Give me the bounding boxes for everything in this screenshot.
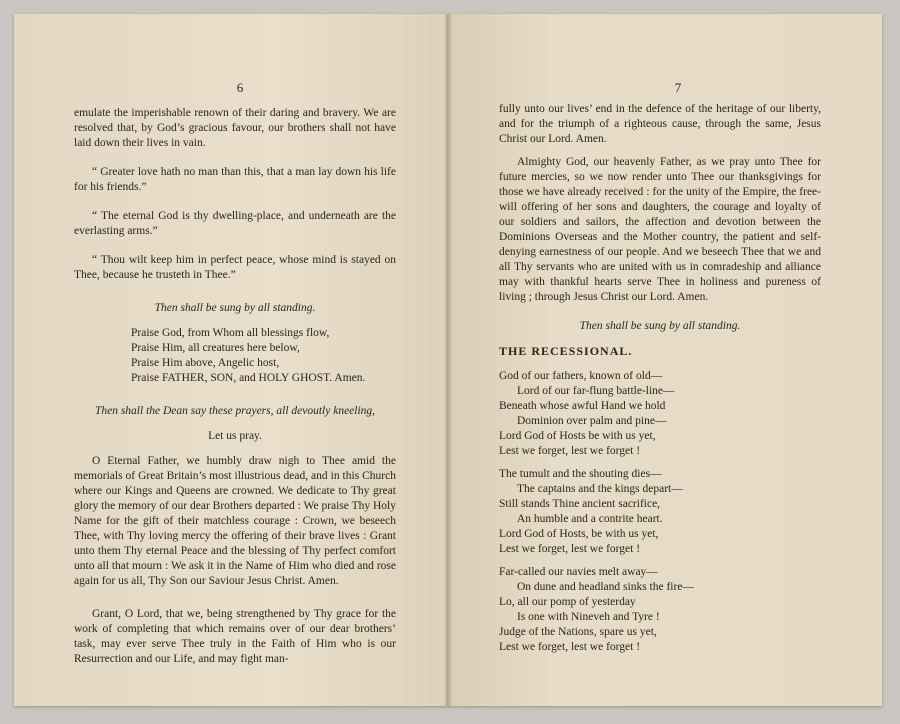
quote-greater-love: “ Greater love hath no man than this, that a man lay down his life for his friends.” [74, 166, 396, 193]
hymn-line: Lest we forget, lest we forget ! [499, 445, 641, 457]
hymn-line: An humble and a contrite heart. [517, 513, 663, 525]
prayer-almighty-god: Almighty God, our heavenly Father, as we pray unto Thee for future mercies, so we now render unto Thee our thanksgivings for those we have already received : for the unity of the Empire, the free-will offering of her sons and daughters, the courage and loyalty of our soldiers and sailors, the affection and devotion between the Dominions Overseas and the Mother country, the patient and self-denying earnestness of our people. And we beseech Thee that we and all Thy servants who are united with us in comradeship and alliance may with thankful hearts serve Thee in holiness and pureness of living ; through Jesus Christ our Lord. Amen. [499, 156, 821, 303]
doxology-line: Praise God, from Whom all blessings flow, [131, 327, 330, 339]
recessional-stanza-1 [499, 369, 821, 459]
hymn-line: Still stands Thine ancient sacrifice, [499, 498, 661, 510]
hymn-line: Is one with Nineveh and Tyre ! [517, 611, 660, 623]
hymn-line: Lest we forget, lest we forget ! [499, 543, 641, 555]
hymn-line: Beneath whose awful Hand we hold [499, 400, 666, 412]
recessional-stanza-3 [499, 565, 821, 655]
rubric-sung-standing-2: Then shall be sung by all standing. [579, 320, 741, 332]
recessional-title: THE RECESSIONAL. [499, 344, 633, 358]
paragraph-renown: emulate the imperishable renown of their daring and bravery. We are resolved that, by God’s gracious favour, our brothers shall not have laid down their lives in vain. [74, 107, 396, 149]
right-page [448, 14, 882, 706]
left-page-text [74, 106, 396, 667]
rubric-sung-standing: Then shall be sung by all standing. [154, 302, 316, 314]
hymn-line: Lo, all our pomp of yesterday [499, 596, 636, 608]
hymn-line: The tumult and the shouting dies— [499, 468, 662, 480]
hymn-line: Lord God of Hosts be with us yet, [499, 430, 656, 442]
hymn-line: Judge of the Nations, spare us yet, [499, 626, 657, 638]
page-number-7: 7 [674, 80, 682, 95]
hymn-line: Far-called our navies melt away— [499, 566, 658, 578]
hymn-line: Lord of our far-flung battle-line— [517, 385, 675, 397]
doxology-line: Praise Him, all creatures here below, [131, 342, 300, 354]
quote-eternal-god: “ The eternal God is thy dwelling-place, and underneath are the everlasting arms.” [74, 210, 396, 237]
let-us-pray: Let us pray. [208, 430, 262, 442]
rubric-dean-prayers: Then shall the Dean say these prayers, all devoutly kneeling, [94, 405, 376, 417]
paragraph-fully-unto: fully unto our lives’ end in the defence of the heritage of our liberty, and for the triumph of a righteous cause, through the same, Jesus Christ our Lord. Amen. [499, 103, 821, 145]
hymn-line: God of our fathers, known of old— [499, 370, 663, 382]
hymn-line: Lest we forget, lest we forget ! [499, 641, 641, 653]
doxology [74, 326, 396, 386]
prayer-eternal-father: O Eternal Father, we humbly draw nigh to Thee amid the memorials of Great Britain’s most illustrious dead, and in this Church where our Kings and Queens are crowned. We dedicate to Thy great glory the memory of our dear Brothers departed : We praise Thy Holy Name for the gift of their matchless courage : Crown, we beseech Thee, with Thy loving mercy the offering of their brave lives : Grant unto them Thy eternal Peace and the blessing of Thy perfect comfort unto all that mourn : We ask it in the Name of Him who died and rose again for us all, Thy Son our Saviour Jesus Christ. Amen. [74, 455, 396, 587]
hymn-line: On dune and headland sinks the fire— [517, 581, 694, 593]
right-page-text [499, 102, 821, 655]
recessional-stanza-2 [499, 467, 821, 557]
hymn-line: Dominion over palm and pine— [517, 415, 667, 427]
page-number-6: 6 [236, 80, 244, 95]
quote-perfect-peace: “ Thou wilt keep him in perfect peace, whose mind is stayed on Thee, because he trusteth in Thee.” [74, 254, 396, 281]
doxology-line: Praise Him above, Angelic host, [131, 357, 280, 369]
left-page [14, 14, 448, 706]
hymn-line: The captains and the kings depart— [517, 483, 683, 495]
doxology-line: Praise FATHER, SON, and HOLY GHOST. Amen. [131, 372, 366, 384]
binding-gutter [444, 14, 452, 706]
booklet-spread [14, 14, 882, 706]
prayer-grant-o-lord: Grant, O Lord, that we, being strengthened by Thy grace for the work of completing that which remains over of our dear brothers’ task, may ever serve Thee truly in the Faith of Him who is our Resurrection and our Life, and may fight man- [74, 608, 396, 665]
hymn-line: Lord God of Hosts, be with us yet, [499, 528, 659, 540]
